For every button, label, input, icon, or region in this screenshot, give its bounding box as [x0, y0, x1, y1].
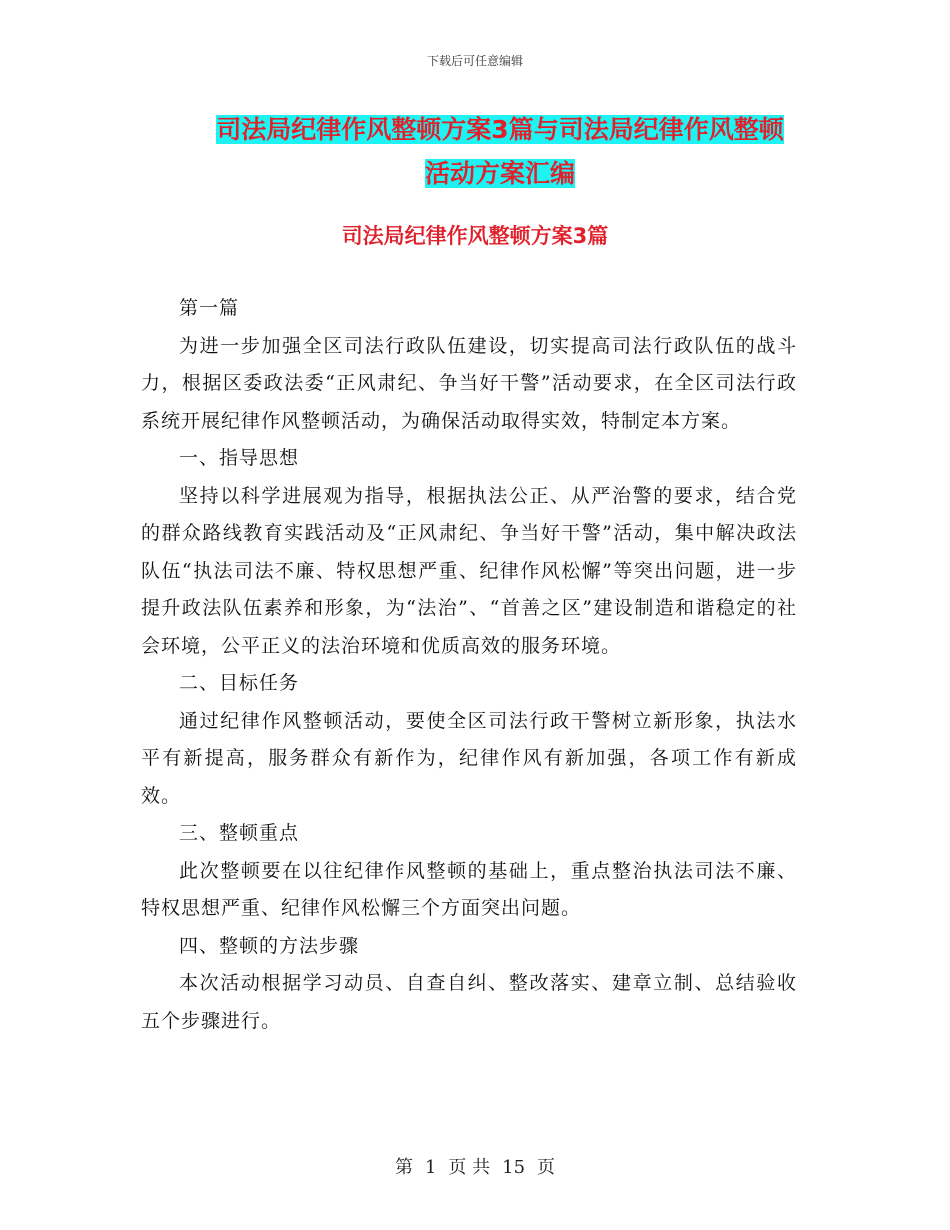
subsection-heading: 三、整顿重点 [179, 822, 300, 844]
footer-prefix: 第 [394, 1157, 413, 1178]
body-paragraph: 坚持以科学进展观为指导，根据执法公正、从严治警的要求，结合党的群众路线教育实践活动及“正风肃纪、争当好干警”活动，集中解决政法队伍“执法司法不廉、特权思想严重、纪律作风松懈”等突出问题，进一步提升政法队伍素养和形象，为“法治”、“首善之区”建设制造和谐稳定的社会环境，公平正义的法治环境和优质高效的服务环境。 [141, 484, 797, 657]
part-heading: 第一篇 [179, 297, 240, 319]
footer-middle: 页 共 [448, 1157, 491, 1178]
section-title: 司法局纪律作风整顿方案3篇 [341, 224, 609, 248]
total-page-count: 15 [502, 1157, 526, 1178]
subsection-heading: 一、指导思想 [179, 447, 300, 469]
body-paragraph: 为进一步加强全区司法行政队伍建设，切实提高司法行政队伍的战斗力，根据区委政法委“正风肃纪、争当好干警”活动要求，在全区司法行政系统开展纪律作风整顿活动，为确保活动取得实效，特制定本方案。 [141, 334, 797, 432]
page-footer [0, 1153, 950, 1179]
body-paragraph: 通过纪律作风整顿活动，要使全区司法行政干警树立新形象，执法水平有新提高，服务群众有新作为，纪律作风有新加强，各项工作有新成效。 [141, 709, 797, 807]
document-title [150, 108, 850, 196]
document-title-line-2: 活动方案汇编 [424, 159, 575, 188]
body-paragraph: 本次活动根据学习动员、自查自纠、整改落实、建章立制、总结验收五个步骤进行。 [141, 972, 797, 1032]
subsection-heading: 四、整顿的方法步骤 [179, 934, 360, 957]
body-paragraph: 此次整顿要在以往纪律作风整顿的基础上，重点整治执法司法不廉、特权思想严重、纪律作风松懈三个方面突出问题。 [141, 859, 797, 919]
footer-suffix: 页 [537, 1157, 556, 1178]
subsection-heading: 二、目标任务 [179, 672, 300, 694]
page-header-note: 下载后可任意编辑 [426, 54, 523, 68]
current-page-number: 1 [424, 1157, 437, 1178]
document-body [141, 290, 797, 1040]
document-title-line-1: 司法局纪律作风整顿方案3篇与司法局纪律作风整顿 [216, 115, 784, 144]
